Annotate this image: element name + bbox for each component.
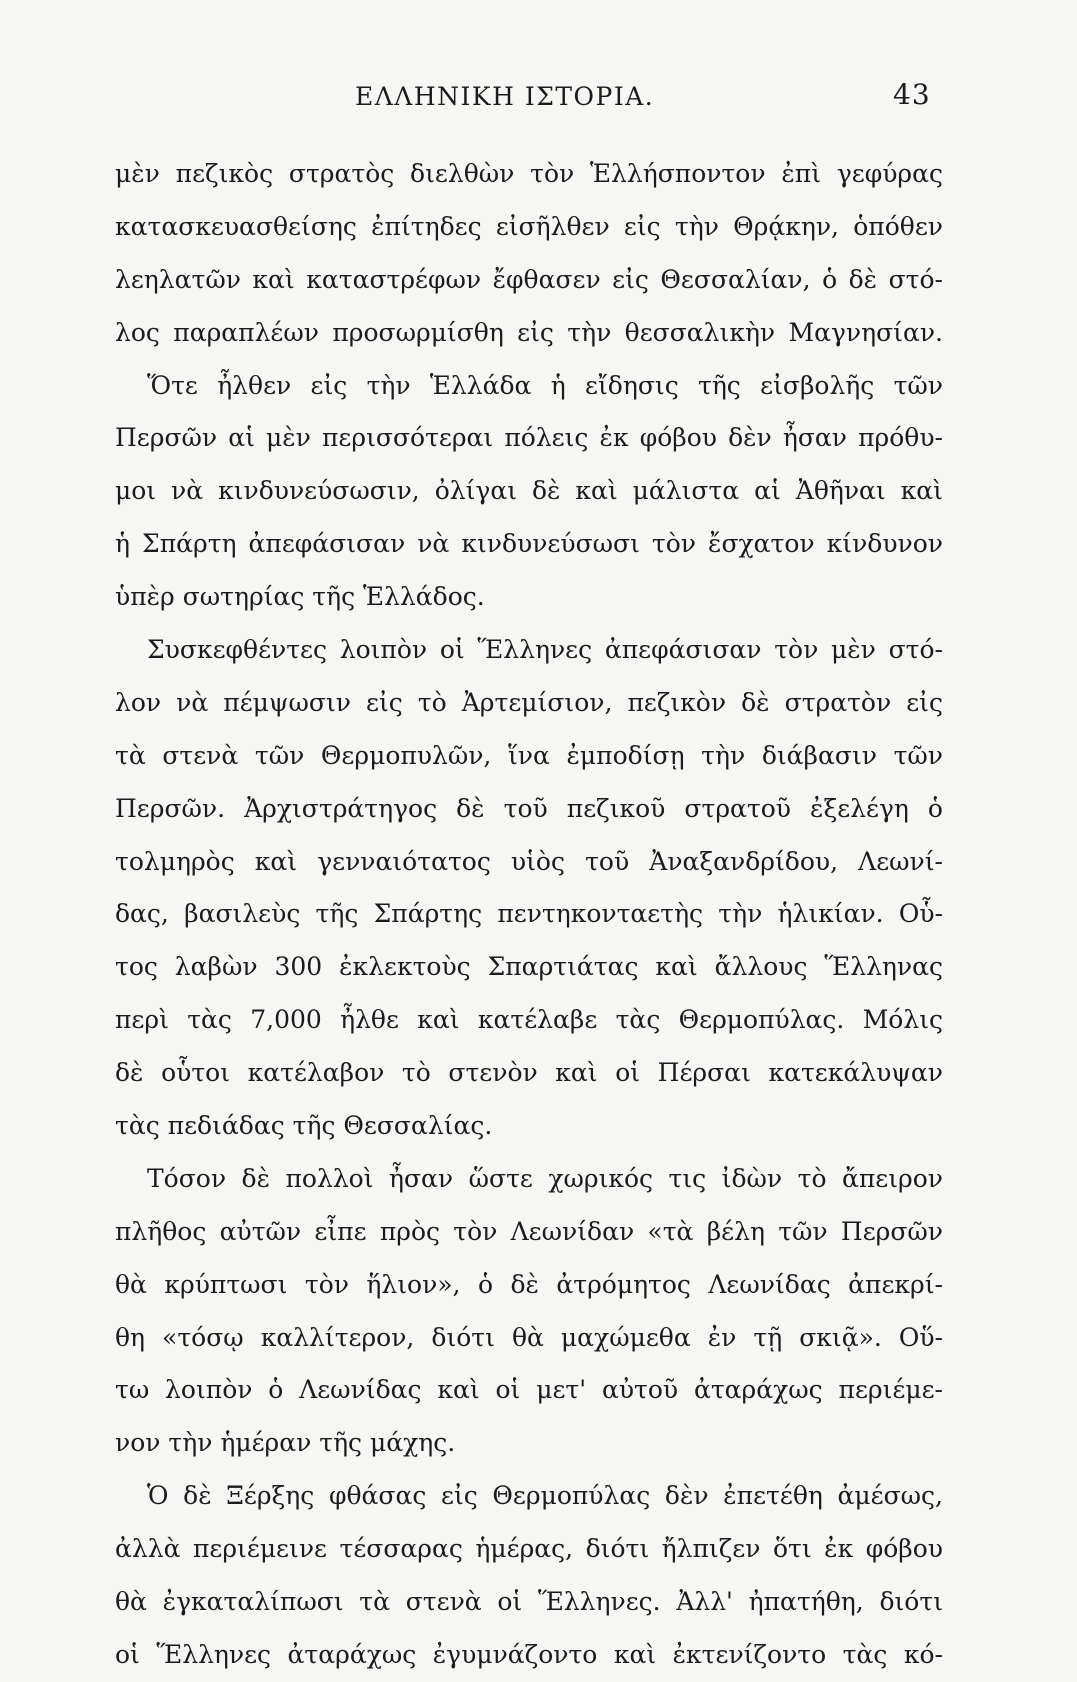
text-line: λος παραπλέων προσωρμίσθη εἰς τὴν θεσσαλικὴν Μαγνησίαν. <box>115 317 943 347</box>
text-line: δὲ οὗτοι κατέλαβον τὸ στενὸν καὶ οἱ Πέρσαι κατεκάλυψαν <box>115 1058 943 1088</box>
text-line: λεηλατῶν καὶ καταστρέφων ἔφθασεν εἰς Θεσσαλίαν, ὁ δὲ στό- <box>115 264 943 294</box>
text-line: περὶ τὰς 7,000 ἦλθε καὶ κατέλαβε τὰς Θερμοπύλας. Μόλις <box>115 1005 943 1035</box>
running-title: ΕΛΛΗΝΙΚΗ ΙΣΤΟΡΙΑ. <box>355 82 655 111</box>
text-line: τω λοιπὸν ὁ Λεωνίδας καὶ οἱ μετ' αὐτοῦ ἀταράχως περιέμε- <box>115 1375 943 1405</box>
text-line: Ὅτε ἦλθεν εἰς τὴν Ἑλλάδα ἡ εἴδησις τῆς εἰσβολῆς τῶν <box>147 370 943 400</box>
text-line: μὲν πεζικὸς στρατὸς διελθὼν τὸν Ἑλλήσποντον ἐπὶ γεφύρας <box>115 159 943 188</box>
text-line: τολμηρὸς καὶ γενναιότατος υἱὸς τοῦ Ἀναξανδρίδου, Λεωνί- <box>115 846 943 876</box>
text-line: ἀλλὰ περιέμεινε τέσσαρας ἡμέρας, διότι ἤλπιζεν ὅτι ἐκ φόβου <box>115 1534 943 1564</box>
text-line: τὰ στενὰ τῶν Θερμοπυλῶν, ἵνα ἐμποδίσῃ τὴν διάβασιν τῶν <box>115 740 943 770</box>
page-number: 43 <box>893 78 931 111</box>
text-line: κατασκευασθείσης ἐπίτηδες εἰσῆλθεν εἰς τὴν Θρᾴκην, ὁπόθεν <box>115 211 943 241</box>
text-line: ἡ Σπάρτη ἀπεφάσισαν νὰ κινδυνεύσωσι τὸν ἔσχατον κίνδυνον <box>115 529 943 559</box>
text-line: θὰ ἐγκαταλίπωσι τὰ στενὰ οἱ Ἕλληνες. Ἀλλ' ἠπατήθη, διότι <box>115 1587 943 1617</box>
text-line: οἱ Ἕλληνες ἀταράχως ἐγυμνάζοντο καὶ ἐκτενίζοντο τὰς κό- <box>115 1639 943 1669</box>
text-line: Ὁ δὲ Ξέρξης φθάσας εἰς Θερμοπύλας δὲν ἐπετέθη ἀμέσως, <box>147 1481 943 1511</box>
text-line: τος λαβὼν 300 ἐκλεκτοὺς Σπαρτιάτας καὶ ἄλλους Ἕλληνας <box>115 952 943 982</box>
text-line: τὰς πεδιάδας τῆς Θεσσαλίας. <box>115 1111 493 1141</box>
text-line: δας, βασιλεὺς τῆς Σπάρτης πεντηκονταετὴς τὴν ἡλικίαν. Οὗ- <box>115 899 943 929</box>
text-line: Περσῶν αἱ μὲν περισσότεραι πόλεις ἐκ φόβου δὲν ἦσαν πρόθυ- <box>115 423 943 453</box>
text-line: Περσῶν. Ἀρχιστράτηγος δὲ τοῦ πεζικοῦ στρατοῦ ἐξελέγη ὁ <box>115 793 943 823</box>
text-line: πλῆθος αὐτῶν εἶπε πρὸς τὸν Λεωνίδαν «τὰ βέλη τῶν Περσῶν <box>115 1216 943 1246</box>
body-text <box>115 148 943 1682</box>
text-line: μοι νὰ κινδυνεύσωσιν, ὀλίγαι δὲ καὶ μάλιστα αἱ Ἀθῆναι καὶ <box>115 476 943 506</box>
text-line: Τόσον δὲ πολλοὶ ἦσαν ὥστε χωρικός τις ἰδὼν τὸ ἄπειρον <box>147 1163 943 1193</box>
text-line: θη «τόσῳ καλλίτερον, διότι θὰ μαχώμεθα ἐν τῇ σκιᾷ». Οὕ- <box>115 1322 943 1352</box>
text-line: ὑπὲρ σωτηρίας τῆς Ἑλλάδος. <box>115 582 485 612</box>
text-line: Συσκεφθέντες λοιπὸν οἱ Ἕλληνες ἀπεφάσισαν τὸν μὲν στό- <box>147 635 943 665</box>
running-head <box>0 78 1077 122</box>
text-line: θὰ κρύπτωσι τὸν ἥλιον», ὁ δὲ ἀτρόμητος Λεωνίδας ἀπεκρί- <box>115 1269 943 1299</box>
text-line: λον νὰ πέμψωσιν εἰς τὸ Ἀρτεμίσιον, πεζικὸν δὲ στρατὸν εἰς <box>115 687 943 717</box>
text-line: νον τὴν ἡμέραν τῆς μάχης. <box>115 1428 456 1458</box>
